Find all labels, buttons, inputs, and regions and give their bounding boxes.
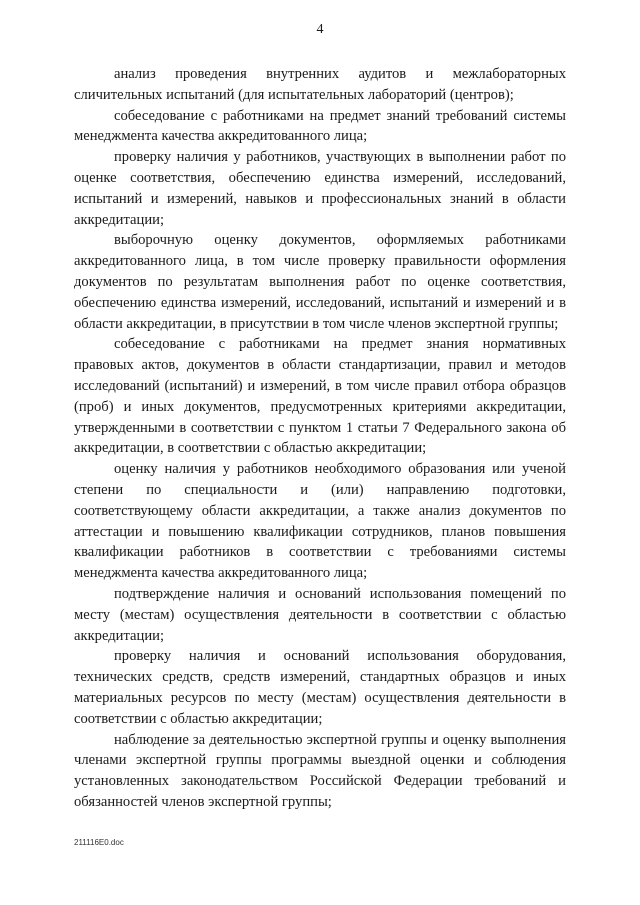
paragraph-premises-confirmation: подтверждение наличия и оснований использования помещений по месту (местам) осуществления деятельности в соответствии с областью аккредитации; xyxy=(74,585,566,644)
paragraph-document-review: выборочную оценку документов, оформляемых работниками аккредитованного лица, в том числе проверку правильности оформления документов по результатам выполнения работ по оценке соответствия, обеспечению единства измерений, исследований, испытаний и измерений и в области аккредитации, в присутствии в том числе членов экспертной группы; xyxy=(74,232,566,332)
paragraph-skills-check: проверку наличия у работников, участвующих в выполнении работ по оценке соответствия, обеспечению единства измерений, исследований, испытаний и измерений, навыков и профессиональных знаний в области аккредитации; xyxy=(74,149,566,228)
document-body xyxy=(74,64,566,813)
page-number: 4 xyxy=(316,22,324,37)
paragraph-equipment-check: проверку наличия и оснований использования оборудования, технических средств, средств измерений, стандартных образцов и иных материальных ресурсов по месту (местам) осуществления деятельности в соответствии с областью аккредитации; xyxy=(74,648,566,727)
paragraph-regulations-interview: собеседование с работниками на предмет знания нормативных правовых актов, документов в области стандартизации, правил и методов исследований (испытаний) и измерений, в том числе правил отбора образцов (проб) и иных документов, предусмотренных критериями аккредитации, утвержденными в соответствии с пунктом 1 статьи 7 Федерального закона об аккредитации, в соответствии с областью аккредитации; xyxy=(74,336,566,457)
paragraph-internal-audits: анализ проведения внутренних аудитов и межлабораторных сличительных испытаний (для испытательных лабораторий (центров); xyxy=(74,66,566,103)
paragraph-qms-interview: собеседование с работниками на предмет знаний требований системы менеджмента качества аккредитованного лица; xyxy=(74,107,566,145)
paragraph-education-check: оценку наличия у работников необходимого образования или ученой степени по специальности и (или) направлению подготовки, соответствующему области аккредитации, а также анализ документов по аттестации и повышению квалификации сотрудников, планов повышения квалификации работников в соответствии с требованиями системы менеджмента качества аккредитованного лица; xyxy=(74,461,566,582)
footer-file-code: 211116E0.doc xyxy=(74,838,124,847)
paragraph-expert-group-observation: наблюдение за деятельностью экспертной группы и оценку выполнения членами экспертной группы программы выездной оценки и соблюдения установленных законодательством Российской Федерации требований и обязанностей членов экспертной группы; xyxy=(74,731,566,810)
